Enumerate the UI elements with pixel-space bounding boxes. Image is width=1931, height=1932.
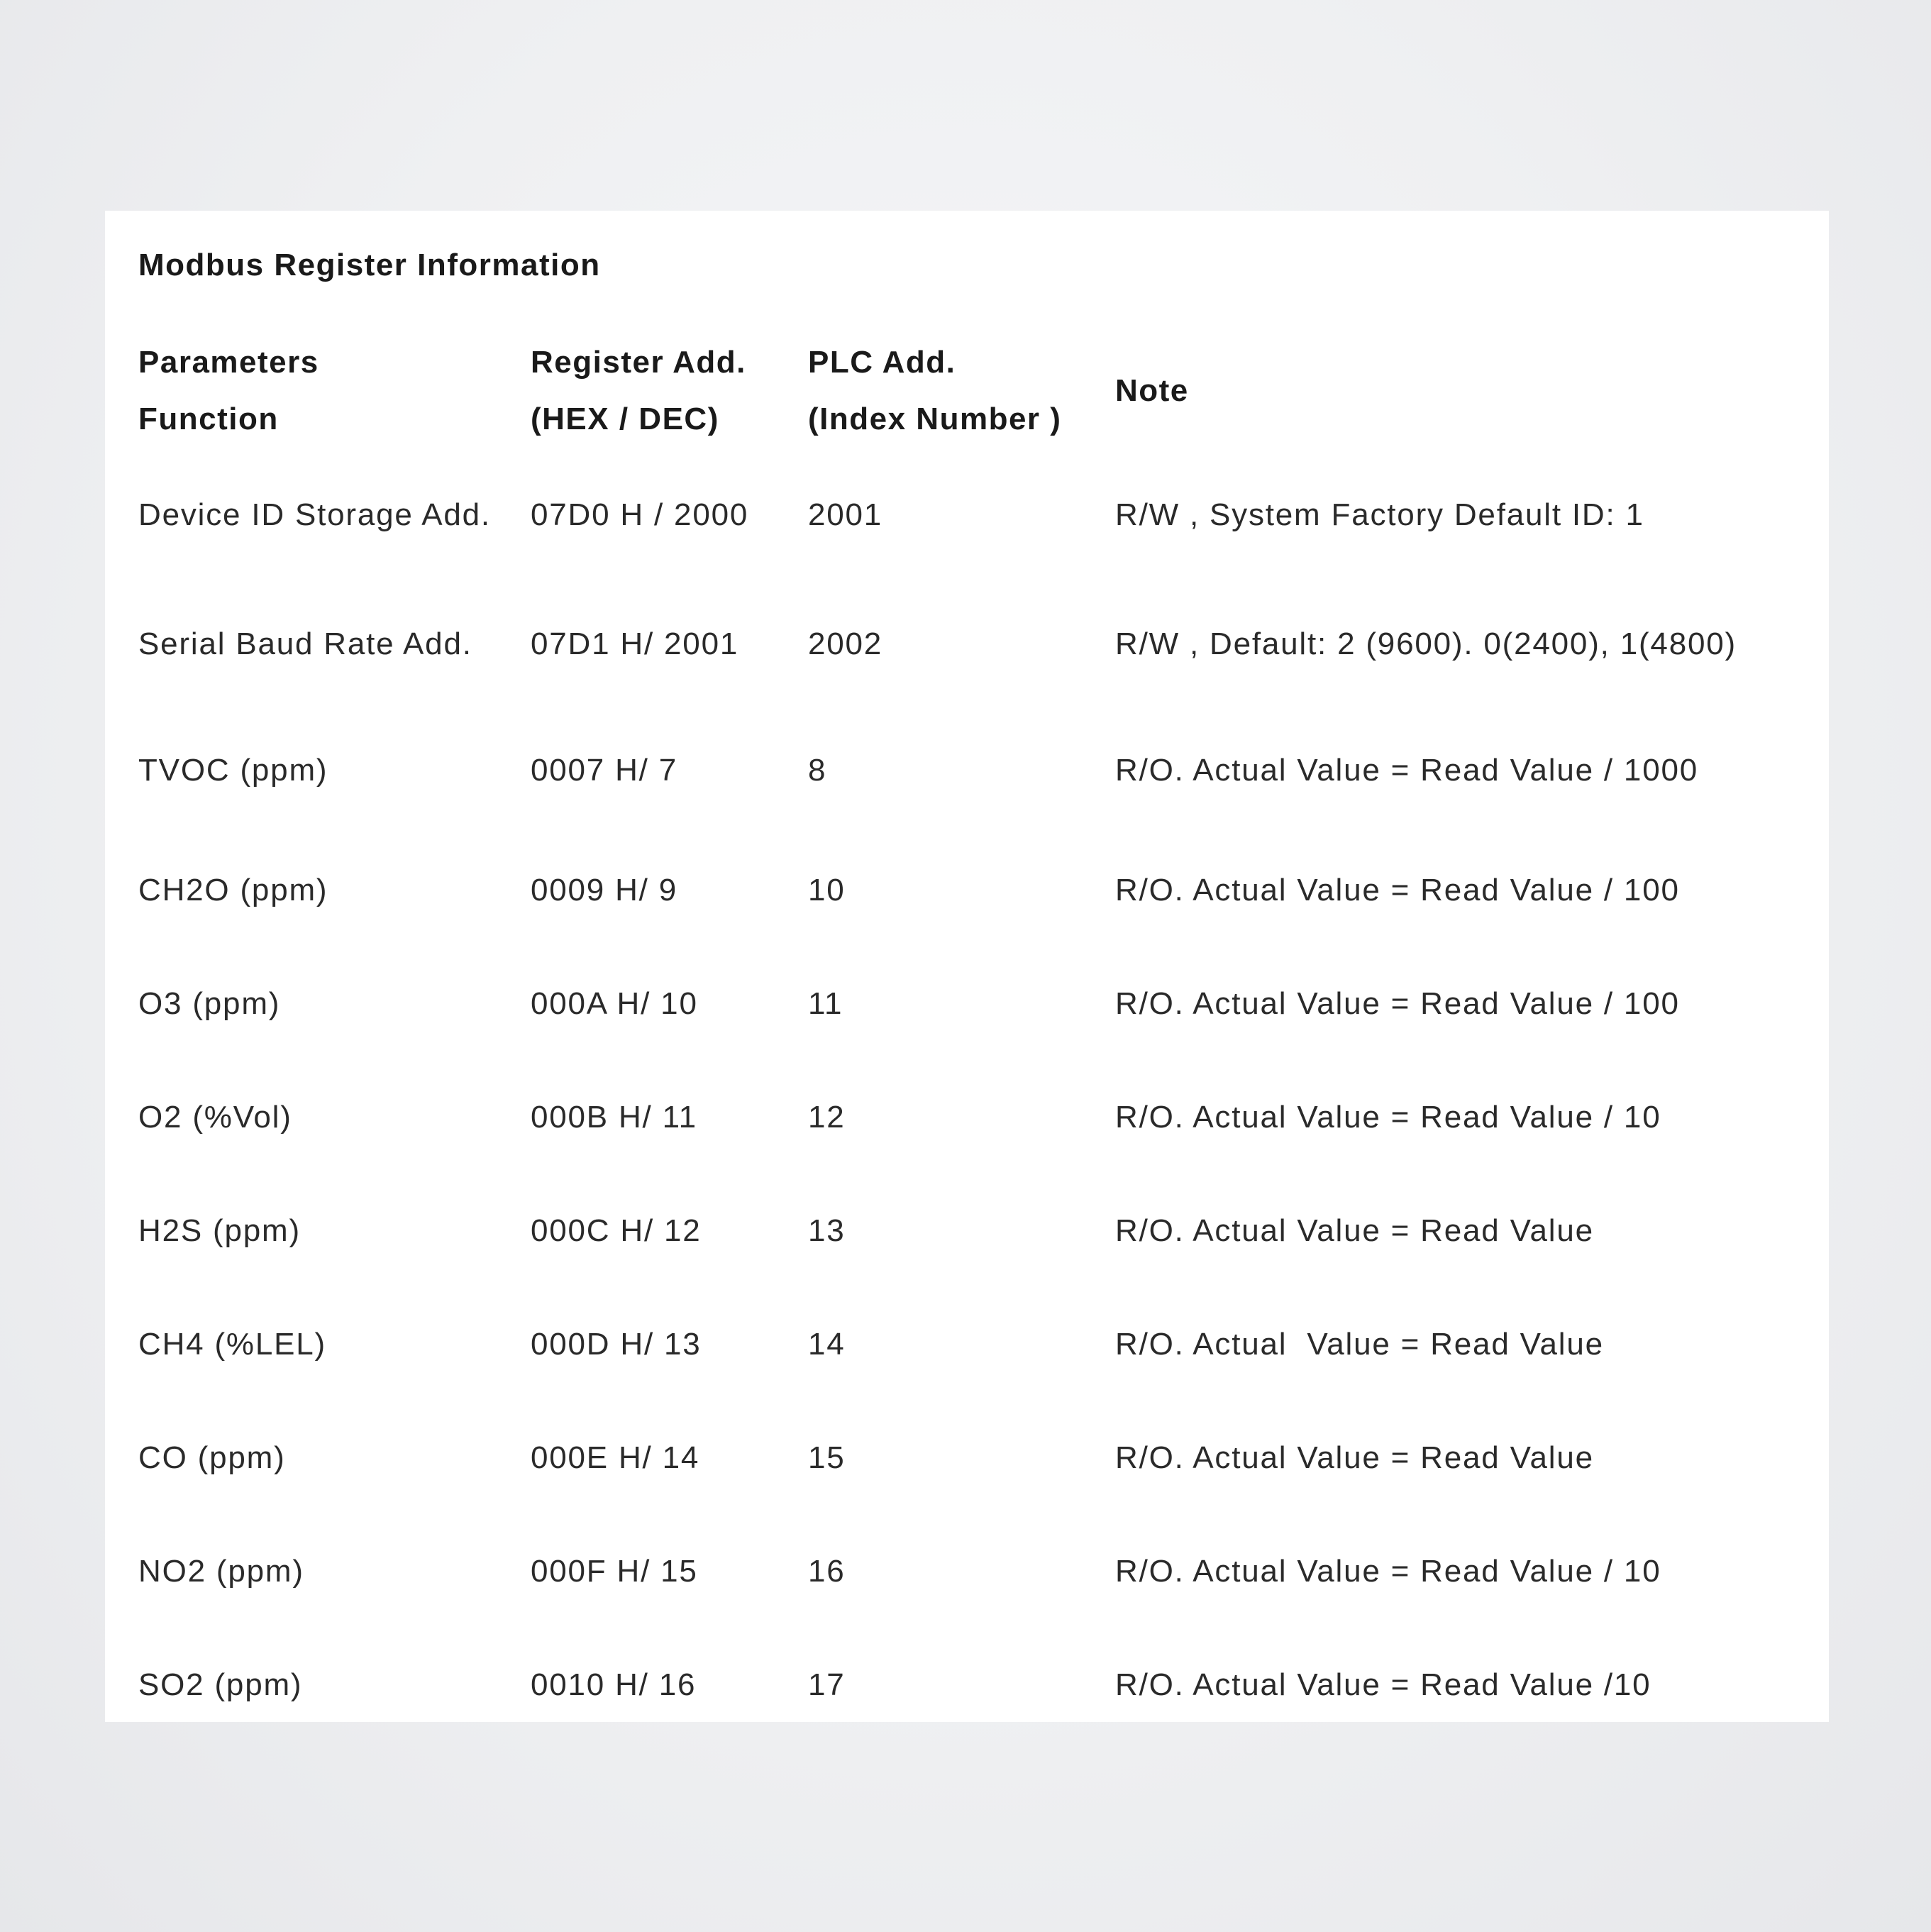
- cell-note: R/O. Actual Value = Read Value /10: [1115, 1667, 1651, 1702]
- cell-note: R/O. Actual Value = Read Value: [1115, 1440, 1594, 1475]
- cell-register-address: 0007 H/ 7: [531, 753, 678, 788]
- cell-register-address: 000E H/ 14: [531, 1440, 700, 1475]
- cell-note: R/O. Actual Value = Read Value / 100: [1115, 986, 1680, 1021]
- table-row: [138, 581, 1813, 707]
- cell-plc-address: 8: [808, 753, 827, 788]
- cell-register-address: 000A H/ 10: [531, 986, 698, 1021]
- cell-parameter: SO2 (ppm): [138, 1667, 303, 1702]
- cell-parameter: CO (ppm): [138, 1440, 286, 1475]
- cell-parameter: H2S (ppm): [138, 1213, 301, 1248]
- register-table: [138, 333, 1813, 1742]
- header-note: [1115, 333, 1813, 449]
- cell-plc-address: 17: [808, 1667, 846, 1702]
- table-row: [138, 834, 1813, 947]
- header-line: Parameters: [138, 345, 319, 380]
- cell-parameter: NO2 (ppm): [138, 1554, 304, 1589]
- cell-parameter: Serial Baud Rate Add.: [138, 626, 472, 661]
- cell-plc-address: 2002: [808, 626, 883, 661]
- modbus-register-card: [105, 211, 1829, 1722]
- cell-register-address: 000F H/ 15: [531, 1554, 698, 1589]
- cell-parameter: CH2O (ppm): [138, 873, 328, 907]
- cell-note: R/O. Actual Value = Read Value / 100: [1115, 873, 1680, 907]
- header-line: Register Add.: [531, 345, 746, 380]
- cell-note: R/O. Actual Value = Read Value: [1115, 1327, 1604, 1362]
- cell-plc-address: 14: [808, 1327, 846, 1362]
- cell-parameter: O2 (%Vol): [138, 1100, 292, 1135]
- table-row: [138, 449, 1813, 581]
- cell-note: R/W , Default: 2 (9600). 0(2400), 1(4800): [1115, 626, 1737, 661]
- cell-note: R/O. Actual Value = Read Value / 10: [1115, 1100, 1661, 1135]
- table-row: [138, 1288, 1813, 1401]
- cell-plc-address: 10: [808, 873, 846, 907]
- cell-parameter: TVOC (ppm): [138, 753, 328, 788]
- cell-plc-address: 12: [808, 1100, 846, 1135]
- table-row: [138, 1174, 1813, 1288]
- header-parameters-function: [138, 333, 531, 449]
- cell-note: R/O. Actual Value = Read Value / 1000: [1115, 753, 1699, 788]
- header-plc-add: [808, 333, 1115, 449]
- cell-plc-address: 16: [808, 1554, 846, 1589]
- cell-note: R/O. Actual Value = Read Value / 10: [1115, 1554, 1661, 1589]
- cell-register-address: 0010 H/ 16: [531, 1667, 697, 1702]
- header-register-add: [531, 333, 808, 449]
- cell-register-address: 07D0 H / 2000: [531, 497, 749, 532]
- header-line: Note: [1115, 373, 1189, 408]
- header-line: PLC Add.: [808, 345, 956, 380]
- cell-plc-address: 11: [808, 986, 843, 1021]
- table-row: [138, 1628, 1813, 1742]
- table-header-row: [138, 333, 1813, 449]
- table-row: [138, 947, 1813, 1061]
- table-row: [138, 1061, 1813, 1174]
- cell-plc-address: 2001: [808, 497, 883, 532]
- cell-plc-address: 13: [808, 1213, 846, 1248]
- cell-register-address: 000C H/ 12: [531, 1213, 702, 1248]
- cell-register-address: 000D H/ 13: [531, 1327, 702, 1362]
- header-line: (HEX / DEC): [531, 402, 719, 436]
- cell-register-address: 0009 H/ 9: [531, 873, 678, 907]
- cell-parameter: O3 (ppm): [138, 986, 281, 1021]
- cell-note: R/O. Actual Value = Read Value: [1115, 1213, 1594, 1248]
- header-line: (Index Number ): [808, 402, 1062, 436]
- cell-register-address: 000B H/ 11: [531, 1100, 697, 1135]
- cell-note: R/W , System Factory Default ID: 1: [1115, 497, 1644, 532]
- cell-parameter: CH4 (%LEL): [138, 1327, 326, 1362]
- cell-plc-address: 15: [808, 1440, 846, 1475]
- header-line: Function: [138, 402, 279, 436]
- card-title: Modbus Register Information: [138, 248, 601, 282]
- cell-parameter: Device ID Storage Add.: [138, 497, 491, 532]
- table-row: [138, 1401, 1813, 1515]
- table-row: [138, 707, 1813, 834]
- table-row: [138, 1515, 1813, 1628]
- cell-register-address: 07D1 H/ 2001: [531, 626, 739, 661]
